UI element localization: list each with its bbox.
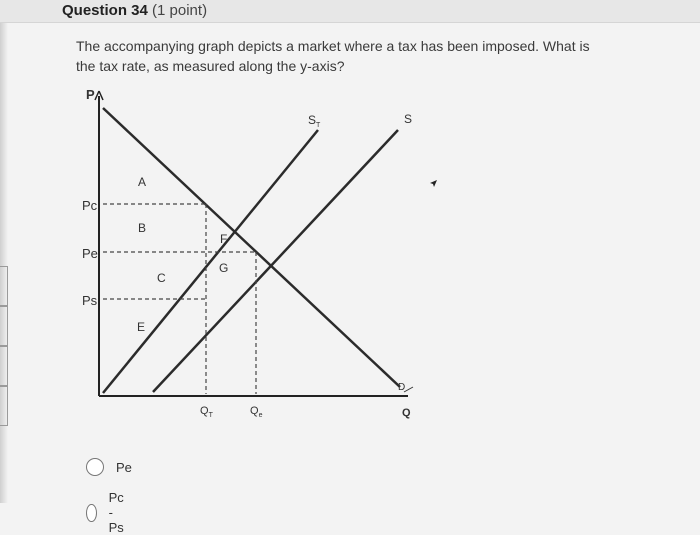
area-c-label: C — [157, 271, 166, 285]
pc-label: Pc — [82, 198, 98, 213]
qt-label: $Q_T$ — [200, 405, 213, 419]
area-a-label: A — [138, 175, 147, 189]
y-axis-label: P — [86, 87, 95, 102]
radio-button[interactable] — [86, 504, 97, 522]
pe-label: Pe — [82, 246, 98, 261]
area-e-label: E — [137, 320, 146, 334]
s-curve-label: S — [404, 112, 413, 126]
question-text-line-1: The accompanying graph depicts a market where a tax has been imposed. What is — [76, 38, 590, 54]
supply-with-tax-curve — [103, 130, 318, 393]
area-f-label: F — [220, 232, 228, 246]
answer-option-label: Pe — [116, 459, 132, 475]
supply-curve — [153, 130, 398, 392]
d-curve-label: D — [398, 382, 406, 393]
radio-button[interactable] — [86, 458, 104, 476]
area-b-label: B — [138, 221, 147, 235]
demand-curve — [103, 108, 400, 387]
d-curve-arrow — [404, 387, 413, 392]
st-curve-label: $S_T$ — [308, 113, 321, 129]
question-text-line-2: the tax rate, as measured along the y-axis? — [76, 58, 345, 74]
area-g-label: G — [219, 261, 229, 275]
mouse-cursor-icon — [428, 179, 438, 189]
qe-label: $Q_e$ — [250, 405, 263, 419]
answer-option-label: Pc - Ps — [108, 490, 124, 535]
answer-option-pc-minus-ps[interactable] — [86, 490, 131, 535]
question-number: Question 34 — [62, 2, 148, 19]
x-axis-label: Q — [402, 407, 411, 419]
ps-label: Ps — [82, 293, 98, 308]
question-points: (1 point) — [152, 2, 208, 19]
answer-option-pe[interactable] — [86, 458, 132, 476]
